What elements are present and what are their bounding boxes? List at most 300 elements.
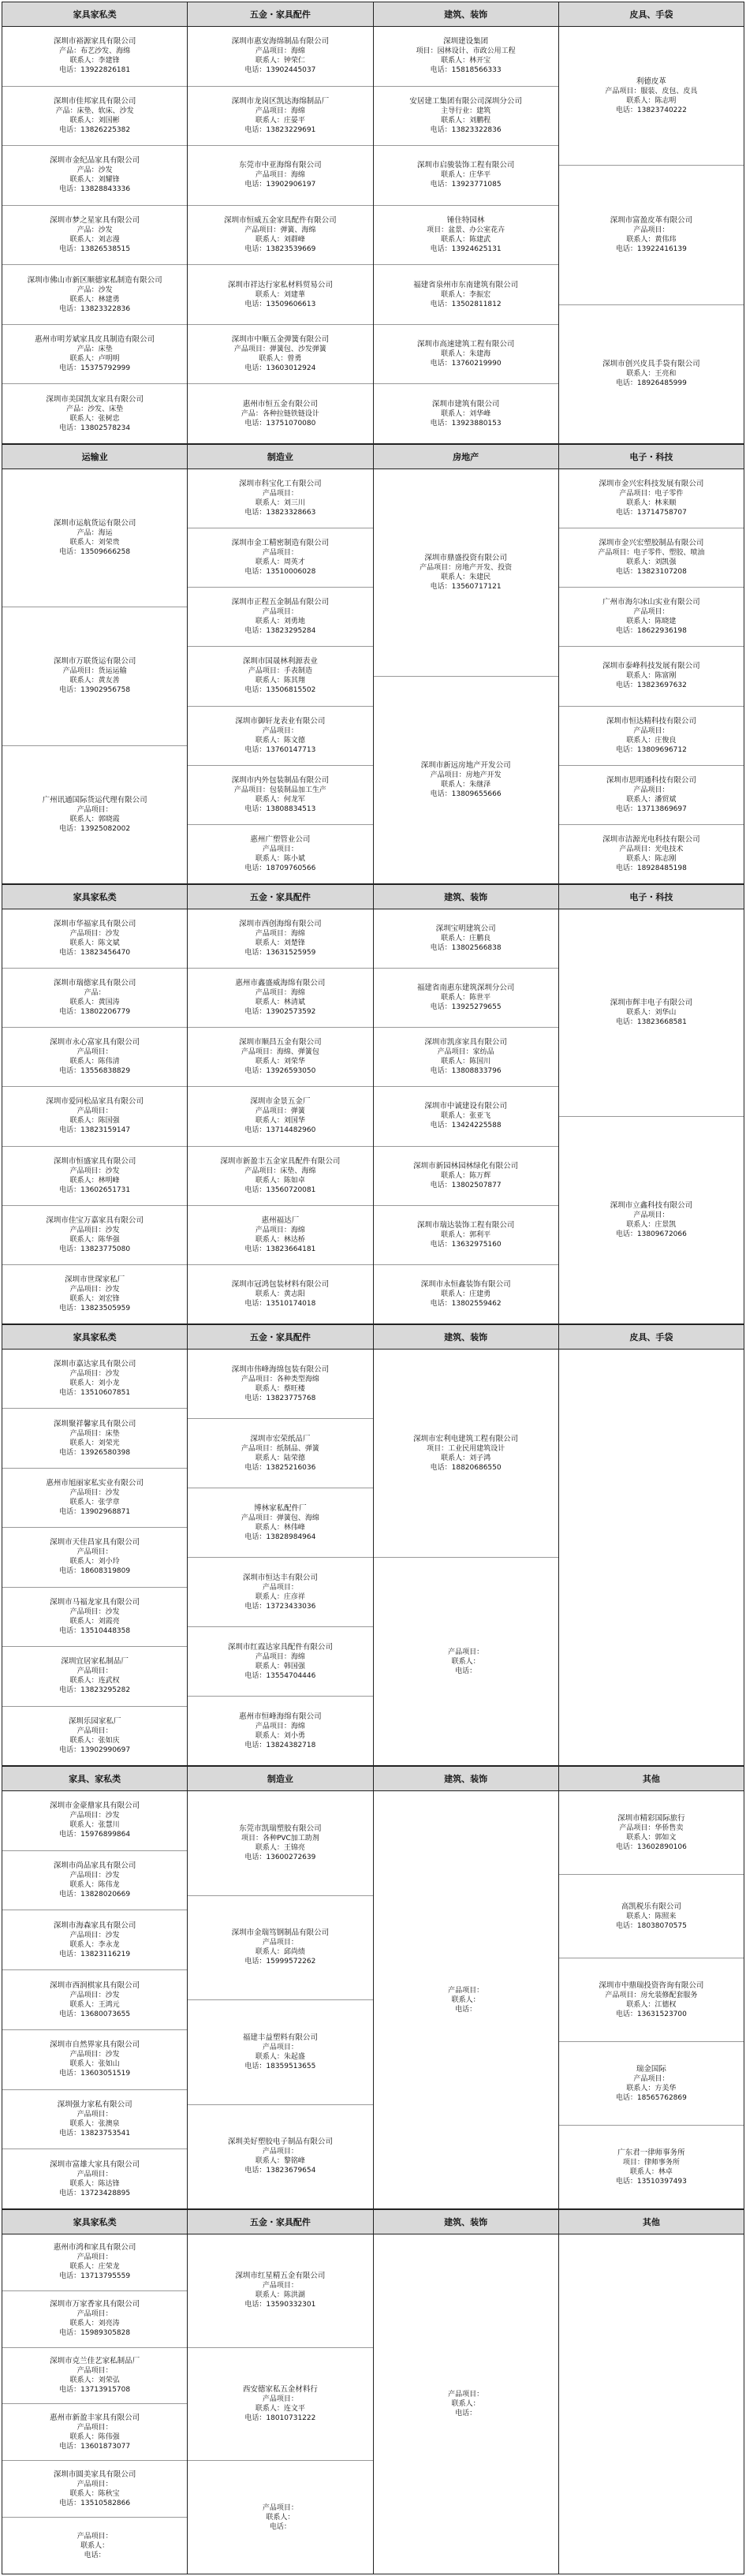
entry-detail-line: 电话：13902956758 bbox=[59, 686, 131, 695]
entry-detail-line: 联系人：李建锋 bbox=[69, 57, 120, 65]
company-name: 深圳市新盈丰五金家具配件有限公司 bbox=[220, 1156, 341, 1166]
company-name: 深圳市佳邦家具有限公司 bbox=[53, 96, 136, 106]
company-entry bbox=[188, 469, 372, 528]
company-entry bbox=[374, 206, 558, 266]
company-name: 深圳市金兴宏塑胶制品有限公司 bbox=[599, 539, 704, 548]
entry-detail-line: 联系人：刘荣华 bbox=[255, 1058, 305, 1066]
entry-detail-line: 项目：各种PVC加工助剂 bbox=[241, 1834, 319, 1842]
directory-section bbox=[2, 2209, 744, 2574]
company-name: 瑞金国际 bbox=[636, 2064, 666, 2074]
entry-detail-line: 产品项目： bbox=[262, 1939, 298, 1947]
category-header: 电子・科技 bbox=[629, 892, 673, 902]
section-header-row bbox=[2, 1325, 744, 1350]
entry-detail-line: 产品项目： bbox=[76, 2170, 113, 2178]
company-entry bbox=[188, 1147, 372, 1206]
company-name: 深圳市鼎盛投资有限公司 bbox=[424, 554, 507, 562]
company-name: 深圳市永心富家具有限公司 bbox=[50, 1038, 140, 1047]
company-entry bbox=[2, 2234, 187, 2291]
entry-detail-line: 电话：18608319809 bbox=[59, 1567, 131, 1576]
entry-detail-line: 联系人：刘华峰 bbox=[441, 409, 491, 418]
entry-detail-line: 电话：13590332301 bbox=[244, 2301, 316, 2309]
company-name: 惠州市恒五金有限公司 bbox=[242, 399, 318, 409]
entry-detail-line: 电话：13809672066 bbox=[615, 1230, 687, 1238]
company-entry bbox=[374, 1265, 558, 1323]
entry-detail-line: 联系人：陈洪湖 bbox=[255, 2291, 305, 2300]
entry-detail-line: 电话：13809696712 bbox=[615, 745, 687, 754]
company-entry bbox=[374, 146, 558, 206]
company-entry bbox=[188, 1896, 372, 2001]
entry-detail-line: 联系人： bbox=[451, 1995, 480, 2004]
company-name: 广州市海尔冰山实业有限公司 bbox=[602, 598, 700, 607]
company-entry bbox=[374, 469, 558, 677]
entry-detail-line: 电话：13823505959 bbox=[59, 1304, 131, 1312]
entry-detail-line: 产品项目： bbox=[76, 2110, 113, 2119]
company-name: 深圳市克兰佳艺家私制品厂 bbox=[50, 2357, 140, 2366]
entry-detail-line: 产品项目：海绵 bbox=[255, 930, 305, 939]
directory-section bbox=[2, 1324, 744, 1766]
company-entry bbox=[2, 1147, 187, 1206]
company-name: 深圳市万联货运有限公司 bbox=[53, 657, 136, 666]
entry-detail-line: 产品项目：光电技术 bbox=[619, 845, 684, 853]
company-name: 深圳市美国凯友家具有限公司 bbox=[46, 394, 144, 404]
category-column bbox=[559, 2234, 744, 2574]
entry-detail-line: 电话： bbox=[269, 2522, 291, 2531]
entry-detail-line: 电话：13902906197 bbox=[244, 181, 316, 189]
company-name: 深圳聚祥馨家具有限公司 bbox=[53, 1419, 136, 1428]
entry-detail-line: 联系人：张慧川 bbox=[69, 1821, 120, 1830]
entry-detail-line: 电话：13902968871 bbox=[59, 1508, 131, 1517]
category-column bbox=[374, 909, 559, 1323]
entry-detail-line: 联系人：张树忠 bbox=[69, 414, 120, 423]
category-column bbox=[2, 1350, 188, 1765]
entry-detail-line: 电话：18010731222 bbox=[244, 2414, 316, 2422]
company-name: 深圳市裕源家具有限公司 bbox=[53, 37, 136, 47]
entry-detail-line: 产品：各种拉链铁链设计 bbox=[241, 409, 319, 418]
entry-detail-line: 电话：13924625131 bbox=[430, 245, 502, 254]
company-entry bbox=[374, 1791, 558, 2208]
entry-detail-line: 产品项目： bbox=[633, 726, 670, 735]
entry-detail-line: 联系人：庄俊良 bbox=[626, 736, 677, 745]
category-header: 其他 bbox=[642, 1774, 660, 1784]
entry-detail-line: 产品项目：弹簧、海绵 bbox=[244, 226, 316, 235]
entry-detail-line: 联系人：陈志明 bbox=[626, 96, 677, 105]
company-entry bbox=[2, 1910, 187, 1970]
entry-detail-line: 产品：沙发 bbox=[76, 166, 113, 175]
company-name: 深圳市富盈皮革有限公司 bbox=[610, 215, 693, 225]
entry-detail-line: 产品： bbox=[84, 989, 106, 998]
entry-detail-line: 产品：床垫、软床、沙发 bbox=[55, 106, 134, 115]
company-entry bbox=[188, 2234, 372, 2348]
entry-detail-line: 电话：13823322836 bbox=[430, 125, 502, 134]
entry-detail-line: 电话：13510174018 bbox=[244, 1299, 316, 1308]
entry-detail-line: 产品项目： bbox=[76, 1727, 113, 1735]
entry-detail-line: 联系人：黎铭峰 bbox=[255, 2157, 305, 2166]
company-entry bbox=[559, 647, 744, 706]
company-name: 深圳市中鼎瑞投资咨询有限公司 bbox=[599, 1981, 704, 1990]
company-name: 深圳市正程五金制品有限公司 bbox=[231, 598, 330, 607]
entry-detail-line: 联系人：庄鹏良 bbox=[441, 935, 491, 943]
company-name: 深圳市金工精密制造有限公司 bbox=[231, 539, 330, 548]
entry-detail-line: 联系人：张学章 bbox=[69, 1499, 120, 1507]
entry-detail-line: 电话：13509666258 bbox=[59, 548, 131, 557]
company-name: 深圳市伟峰海绵包装有限公司 bbox=[231, 1365, 330, 1374]
company-name: 深圳市圆美家具有限公司 bbox=[53, 2470, 136, 2479]
company-entry bbox=[2, 1851, 187, 1911]
directory-section bbox=[2, 1766, 744, 2209]
entry-detail-line: 电话：13823679654 bbox=[244, 2167, 316, 2175]
entry-detail-line: 联系人：方美华 bbox=[626, 2084, 677, 2093]
category-header: 皮具、手袋 bbox=[629, 1332, 673, 1342]
entry-detail-line: 项目：园林设计、市政公用工程 bbox=[416, 47, 516, 56]
category-column bbox=[2, 27, 188, 443]
company-name: 福建省泉州市东南建筑有限公司 bbox=[413, 280, 519, 289]
company-name: 西安德家私五金材料行 bbox=[242, 2385, 318, 2394]
entry-detail-line: 产品项目：沙发 bbox=[69, 1991, 120, 1999]
company-entry bbox=[559, 2234, 744, 2574]
entry-detail-line: 电话：13714758707 bbox=[615, 509, 687, 517]
entry-detail-line: 电话：13828020669 bbox=[59, 1891, 131, 1899]
entry-detail-line: 联系人：韩国强 bbox=[255, 1662, 305, 1671]
company-entry bbox=[374, 677, 558, 883]
entry-detail-line: 产品：沙发 bbox=[76, 286, 113, 294]
company-entry bbox=[188, 1558, 372, 1627]
entry-detail-line: 产品项目：沙发 bbox=[69, 1226, 120, 1234]
entry-detail-line: 电话：13602651731 bbox=[59, 1185, 131, 1194]
category-column bbox=[188, 2234, 373, 2574]
company-entry bbox=[2, 2291, 187, 2348]
entry-detail-line: 产品项目： bbox=[76, 1048, 113, 1057]
entry-detail-line: 联系人：潘贸斌 bbox=[626, 795, 677, 804]
entry-detail-line: 电话：13602890106 bbox=[615, 1842, 687, 1851]
company-name: 深圳市世琛家私厂 bbox=[65, 1275, 125, 1284]
entry-detail-line: 联系人：陈富刚 bbox=[626, 672, 677, 681]
company-name: 深圳市自然界家具有限公司 bbox=[50, 2040, 140, 2050]
company-name: 深圳市华福家具有限公司 bbox=[53, 920, 136, 929]
entry-detail-line: 联系人：林明峰 bbox=[69, 1176, 120, 1185]
entry-detail-line: 产品项目： bbox=[448, 1648, 484, 1656]
company-entry bbox=[188, 1087, 372, 1146]
entry-detail-line: 联系人：邱尚绩 bbox=[255, 1948, 305, 1957]
entry-detail-line: 电话：13509606613 bbox=[244, 300, 316, 308]
entry-detail-line: 电话：13802507877 bbox=[430, 1181, 502, 1189]
entry-detail-line: 电话：13760219990 bbox=[430, 360, 502, 368]
category-header: 电子・科技 bbox=[629, 452, 673, 462]
entry-detail-line: 联系人：陈晓建 bbox=[626, 618, 677, 626]
category-header: 皮具、手袋 bbox=[629, 9, 673, 20]
company-name: 东莞市中亚海绵有限公司 bbox=[239, 161, 322, 170]
category-header: 五金・家具配件 bbox=[188, 2, 373, 26]
company-name: 深圳市新园林园林绿化有限公司 bbox=[413, 1161, 519, 1170]
company-name: 深圳强力家私有限公司 bbox=[57, 2100, 132, 2109]
company-entry bbox=[559, 707, 744, 766]
company-entry bbox=[2, 2149, 187, 2208]
entry-detail-line: 产品项目：海绵 bbox=[255, 106, 305, 115]
company-entry bbox=[188, 2461, 372, 2574]
entry-detail-line: 联系人：江德权 bbox=[626, 2000, 677, 2009]
company-entry bbox=[374, 1206, 558, 1265]
entry-detail-line: 电话：13802559462 bbox=[430, 1299, 502, 1308]
entry-detail-line: 联系人：林建勇 bbox=[69, 295, 120, 304]
company-name: 深圳市马福龙家具有限公司 bbox=[50, 1597, 140, 1607]
entry-detail-line: 联系人： bbox=[451, 1657, 480, 1666]
company-entry bbox=[188, 1350, 372, 1419]
entry-detail-line: 电话：13925082002 bbox=[59, 824, 131, 833]
company-name: 深圳市红霞达家具配件有限公司 bbox=[227, 1642, 333, 1652]
entry-detail-line: 联系人：郭如文 bbox=[626, 1833, 677, 1842]
entry-detail-line: 电话：13601873077 bbox=[59, 2442, 131, 2451]
entry-detail-line: 产品项目： bbox=[76, 805, 113, 814]
entry-detail-line: 电话：13823539669 bbox=[244, 245, 316, 254]
entry-detail-line: 电话：13808834513 bbox=[244, 805, 316, 813]
company-name: 深圳市西创海绵有限公司 bbox=[239, 920, 322, 929]
entry-detail-line: 产品项目：电子零件、塑胶、喷油 bbox=[598, 549, 705, 558]
entry-detail-line: 项目：工业民用建筑设计 bbox=[427, 1444, 505, 1453]
entry-detail-line: 电话：13631525959 bbox=[244, 949, 316, 958]
entry-detail-line: 联系人：黄伟玮 bbox=[626, 235, 677, 244]
entry-detail-line: 电话：13823456470 bbox=[59, 949, 131, 958]
entry-detail-line: 产品项目：房允装修配套服务 bbox=[605, 1991, 698, 1999]
entry-detail-line: 电话：18709760566 bbox=[244, 864, 316, 872]
entry-detail-line: 联系人：刘小玲 bbox=[69, 1558, 120, 1566]
entry-detail-line: 联系人： bbox=[80, 2541, 110, 2550]
entry-detail-line: 联系人：陈建武 bbox=[441, 236, 491, 245]
category-column bbox=[2, 2234, 188, 2574]
company-entry bbox=[188, 1791, 372, 1896]
entry-detail-line: 产品项目：房地产开发、投资 bbox=[420, 564, 513, 572]
company-name: 深圳市凯彦家具有限公司 bbox=[424, 1038, 507, 1047]
category-header: 家具、家私类 bbox=[2, 1767, 188, 1790]
category-column bbox=[374, 2234, 559, 2574]
company-name: 深圳宜居家私制品厂 bbox=[61, 1657, 129, 1667]
company-entry bbox=[559, 1791, 744, 1875]
entry-detail-line: 电话：13631523700 bbox=[615, 2010, 687, 2018]
section-columns bbox=[2, 1350, 744, 1765]
entry-detail-line: 电话：13925279655 bbox=[430, 1003, 502, 1012]
entry-detail-line: 联系人：陆荣德 bbox=[255, 1454, 305, 1462]
company-entry bbox=[559, 2126, 744, 2208]
entry-detail-line: 产品项目：沙发 bbox=[69, 1812, 120, 1820]
category-column bbox=[188, 1791, 373, 2208]
entry-detail-line: 电话： bbox=[84, 2551, 106, 2559]
company-name: 深圳市高速建筑工程有限公司 bbox=[416, 340, 515, 349]
company-entry bbox=[2, 607, 187, 745]
entry-detail-line: 电话：13823295284 bbox=[244, 627, 316, 636]
entry-detail-line: 电话：13823775768 bbox=[244, 1394, 316, 1402]
company-entry bbox=[559, 766, 744, 825]
entry-detail-line: 联系人：刘国彬 bbox=[69, 116, 120, 125]
entry-detail-line: 电话：13823159147 bbox=[59, 1126, 131, 1135]
company-name: 深圳市顺昌五金有限公司 bbox=[239, 1038, 322, 1047]
company-entry bbox=[2, 909, 187, 969]
company-name: 深圳市冠鸿包装材料有限公司 bbox=[231, 1279, 330, 1289]
entry-detail-line: 产品项目： bbox=[633, 786, 670, 794]
entry-detail-line: 产品项目： bbox=[262, 2043, 298, 2051]
entry-detail-line: 联系人：陈文斌 bbox=[69, 939, 120, 948]
company-entry bbox=[2, 206, 187, 266]
entry-detail-line: 联系人：朱建民 bbox=[441, 573, 491, 581]
entry-detail-line: 电话：13802578234 bbox=[59, 424, 131, 432]
company-entry bbox=[188, 384, 372, 443]
company-name: 深圳市中顺五金弹簧有限公司 bbox=[231, 335, 330, 345]
entry-detail-line: 联系人：林卓 bbox=[629, 2167, 673, 2176]
company-entry bbox=[2, 1206, 187, 1265]
company-entry bbox=[188, 1488, 372, 1558]
entry-detail-line: 产品项目：沙发 bbox=[69, 2051, 120, 2059]
company-entry bbox=[188, 265, 372, 325]
company-name: 深圳美好塑胶电子制品有限公司 bbox=[227, 2137, 333, 2147]
category-header: 其他 bbox=[642, 2217, 660, 2227]
category-column bbox=[559, 1350, 744, 1765]
entry-detail-line: 产品项目： bbox=[262, 2395, 298, 2403]
entry-detail-line: 联系人：朱起盛 bbox=[255, 2052, 305, 2061]
company-name: 深圳市祥达行家私材料贸易公司 bbox=[227, 280, 333, 289]
company-name: 深圳市天佳昌家具有限公司 bbox=[50, 1538, 140, 1547]
entry-detail-line: 产品项目：床垫、海绵 bbox=[244, 1167, 316, 1175]
company-entry bbox=[2, 1350, 187, 1409]
entry-detail-line: 联系人：庄华平 bbox=[441, 171, 491, 180]
company-entry bbox=[2, 265, 187, 325]
entry-detail-line: 电话：18565762869 bbox=[615, 2093, 687, 2102]
entry-detail-line: 产品项目： bbox=[76, 2253, 113, 2262]
section-columns bbox=[2, 2234, 744, 2574]
category-header: 家具家私类 bbox=[2, 2210, 188, 2234]
entry-detail-line: 产品项目： bbox=[262, 608, 298, 617]
entry-detail-line: 电话：15976899864 bbox=[59, 1831, 131, 1839]
entry-detail-line: 联系人：陈世平 bbox=[441, 994, 491, 1002]
company-entry bbox=[188, 206, 372, 266]
entry-detail-line: 电话：13823322836 bbox=[59, 304, 131, 313]
entry-detail-line: 电话：13823697632 bbox=[615, 681, 687, 690]
entry-detail-line: 联系人：钟荣仁 bbox=[255, 57, 305, 65]
entry-detail-line: 电话：13714482960 bbox=[244, 1126, 316, 1135]
company-name: 福建省南惠东建筑深圳分公司 bbox=[416, 984, 515, 993]
category-column bbox=[2, 469, 188, 883]
company-entry bbox=[188, 528, 372, 588]
company-name: 深圳市洁源光电科技有限公司 bbox=[602, 834, 700, 844]
company-entry bbox=[559, 27, 744, 166]
entry-detail-line: 联系人：卢明明 bbox=[69, 355, 120, 364]
company-entry bbox=[2, 2030, 187, 2090]
entry-detail-line: 产品项目：电子零件 bbox=[619, 490, 684, 498]
company-entry bbox=[374, 909, 558, 969]
entry-detail-line: 电话：13823107208 bbox=[615, 568, 687, 577]
entry-detail-line: 联系人：张如山 bbox=[69, 2060, 120, 2069]
entry-detail-line: 联系人：张澳泉 bbox=[69, 2119, 120, 2128]
company-name: 广东君一律师事务所 bbox=[617, 2148, 685, 2157]
company-entry bbox=[188, 2000, 372, 2105]
category-column bbox=[374, 27, 559, 443]
company-name: 深圳市思明通科技有限公司 bbox=[606, 775, 696, 785]
company-entry bbox=[374, 384, 558, 443]
entry-detail-line: 联系人：刘荣贵 bbox=[69, 539, 120, 547]
entry-detail-line: 电话：13926593050 bbox=[244, 1067, 316, 1076]
category-header: 制造业 bbox=[188, 1767, 373, 1790]
entry-detail-line: 电话：13823229691 bbox=[244, 125, 316, 134]
entry-detail-line: 电话：18820686550 bbox=[430, 1463, 502, 1472]
company-name: 深圳市辉丰电子有限公司 bbox=[610, 999, 693, 1007]
company-entry bbox=[559, 2042, 744, 2126]
entry-detail-line: 电话：13510448358 bbox=[59, 1626, 131, 1635]
entry-detail-line: 产品项目： bbox=[262, 1583, 298, 1592]
entry-detail-line: 联系人：林伟峰 bbox=[255, 1523, 305, 1532]
company-name: 安居建工集团有限公司深圳分公司 bbox=[409, 96, 522, 106]
entry-detail-line: 联系人：刘霞亮 bbox=[69, 1617, 120, 1626]
company-entry bbox=[188, 1627, 372, 1697]
entry-detail-line: 电话：13902990697 bbox=[59, 1745, 131, 1754]
category-header: 建筑、装饰 bbox=[374, 2, 559, 26]
company-name: 广州讯通国际货运代理有限公司 bbox=[42, 795, 147, 805]
company-entry bbox=[188, 588, 372, 647]
company-entry bbox=[2, 1970, 187, 2030]
entry-detail-line: 电话：13510607851 bbox=[59, 1389, 131, 1398]
entry-detail-line: 联系人：刘勇地 bbox=[255, 618, 305, 626]
entry-detail-line: 电话：18928485198 bbox=[615, 864, 687, 872]
company-name: 惠州市旭丽家私实业有限公司 bbox=[46, 1479, 144, 1488]
entry-detail-line: 产品项目： bbox=[262, 845, 298, 853]
category-header: 建筑、装饰 bbox=[374, 1325, 559, 1349]
entry-detail-line: 电话：13713795559 bbox=[59, 2272, 131, 2281]
entry-detail-line: 产品项目：沙发 bbox=[69, 1370, 120, 1379]
entry-detail-line: 电话：13510582866 bbox=[59, 2499, 131, 2507]
company-entry bbox=[188, 1206, 372, 1265]
company-name: 深圳市瑞达装饰工程有限公司 bbox=[416, 1220, 515, 1230]
company-name: 惠州市新盈丰家具有限公司 bbox=[50, 2413, 140, 2422]
company-name: 深圳市瑞德家具有限公司 bbox=[53, 979, 136, 988]
entry-detail-line: 产品项目：沙发 bbox=[69, 930, 120, 939]
entry-detail-line: 产品：沙发 bbox=[76, 226, 113, 235]
entry-detail-line: 产品项目：海绵 bbox=[255, 1226, 305, 1234]
entry-detail-line: 电话：13823775080 bbox=[59, 1245, 131, 1253]
entry-detail-line: 联系人：陈伟强 bbox=[69, 2432, 120, 2441]
company-name: 高凯税乐有限公司 bbox=[621, 1902, 681, 1911]
company-name: 深圳市恒达精科技有限公司 bbox=[606, 716, 696, 726]
entry-detail-line: 联系人：张亚飞 bbox=[441, 1112, 491, 1121]
company-entry bbox=[2, 1469, 187, 1528]
entry-detail-line: 项目：盆景、办公室花卉 bbox=[427, 226, 505, 235]
entry-detail-line: 电话：13902573592 bbox=[244, 1008, 316, 1017]
category-header: 五金・家具配件 bbox=[188, 1325, 373, 1349]
company-name: 深圳市惠安海绵制品有限公司 bbox=[231, 37, 330, 47]
entry-detail-line: 产品项目：海绵 bbox=[255, 47, 305, 56]
entry-detail-line: 产品项目： bbox=[633, 226, 670, 234]
entry-detail-line: 电话：13923880153 bbox=[430, 419, 502, 427]
company-entry bbox=[2, 325, 187, 385]
entry-detail-line: 电话：13603012924 bbox=[244, 364, 316, 373]
entry-detail-line: 联系人：刘亮涛 bbox=[69, 2320, 120, 2328]
entry-detail-line: 联系人：李振宏 bbox=[441, 290, 491, 299]
entry-detail-line: 联系人：刘三川 bbox=[255, 499, 305, 508]
entry-detail-line: 联系人：王亮和 bbox=[626, 370, 677, 379]
entry-detail-line: 产品项目：沙发 bbox=[69, 1872, 120, 1880]
entry-detail-line: 联系人：陈国强 bbox=[69, 1117, 120, 1126]
company-entry bbox=[188, 766, 372, 825]
entry-detail-line: 产品项目：海绵 bbox=[255, 171, 305, 180]
company-name: 深圳市宏荣纸品厂 bbox=[250, 1434, 311, 1443]
category-header: 五金・家具配件 bbox=[188, 2210, 373, 2234]
entry-detail-line: 电话：15989305828 bbox=[59, 2329, 131, 2338]
company-name: 深圳乐园家私厂 bbox=[68, 1716, 121, 1726]
company-name: 深圳市永恒鑫装饰有限公司 bbox=[420, 1279, 511, 1289]
entry-detail-line: 联系人：王鸿元 bbox=[69, 2000, 120, 2009]
entry-detail-line: 电话：13802206779 bbox=[59, 1008, 131, 1017]
company-entry bbox=[374, 1558, 558, 1765]
company-name: 利德皮革 bbox=[636, 77, 666, 86]
company-entry bbox=[2, 1409, 187, 1468]
entry-detail-line: 联系人：刘国华 bbox=[255, 1117, 305, 1126]
section-header-row bbox=[2, 1767, 744, 1791]
company-entry bbox=[374, 2234, 558, 2574]
company-entry bbox=[188, 969, 372, 1028]
